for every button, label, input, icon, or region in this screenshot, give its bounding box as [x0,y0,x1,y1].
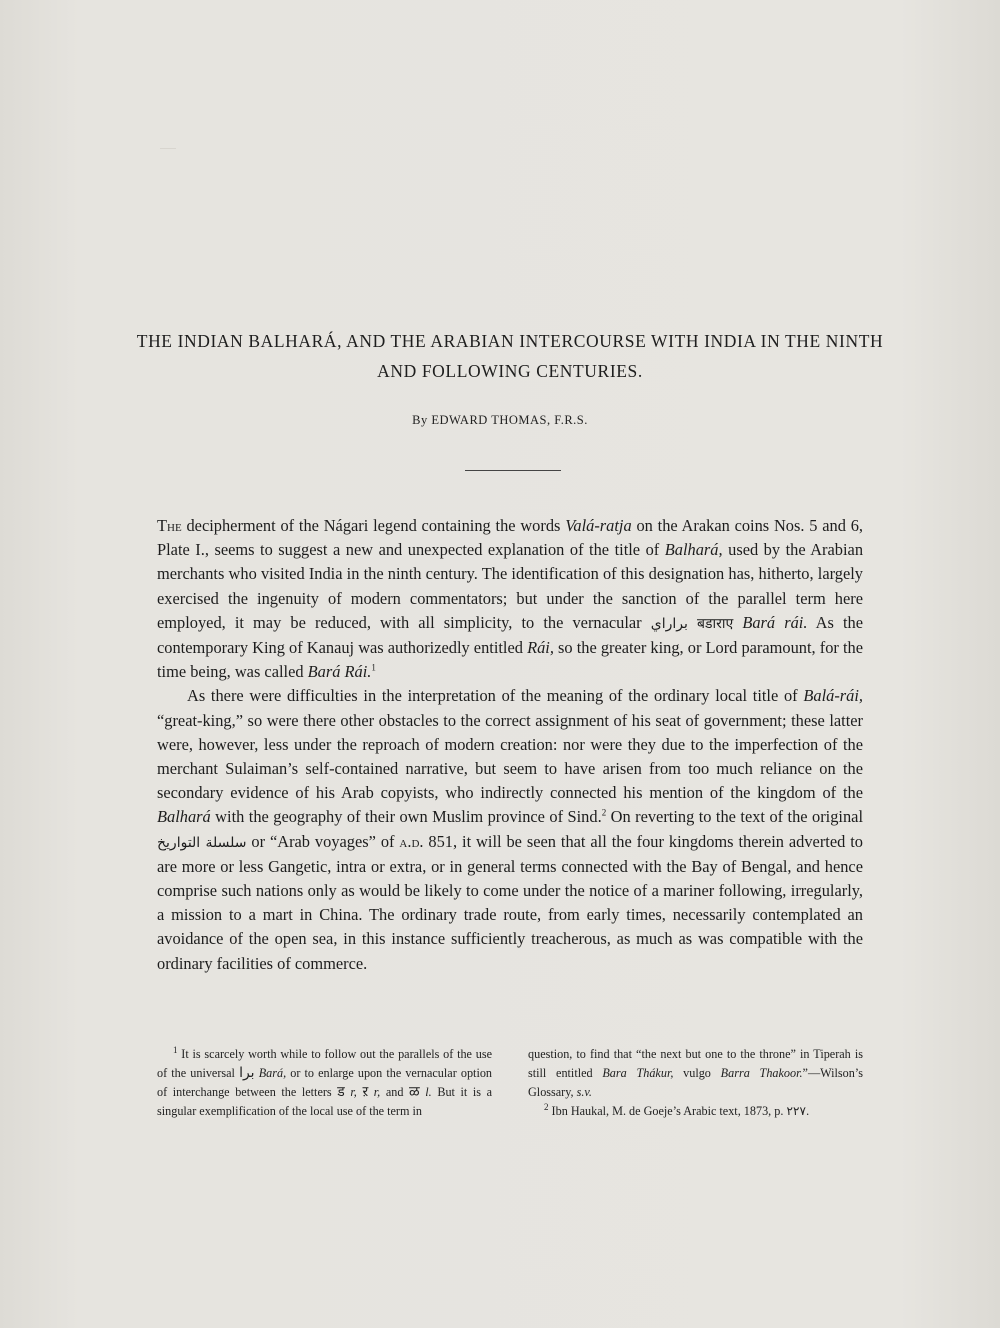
italic-term: r, [350,1085,357,1099]
text-run: with the geography of their own Muslim province of Sind. [210,807,602,827]
text-run: vulgo [673,1066,721,1080]
text-run: or “Arab voyages” of [246,831,400,851]
article-body [157,514,863,976]
text-run: It is scarcely worth while to follow out the parallels of the use of the universal [157,1047,492,1080]
text-run: As the contemporary King of Kanauj was authorizedly entitled [157,612,863,658]
italic-term: Rái, [527,638,554,658]
italic-term: Balhará [157,807,211,827]
text-run: question, to find that “the next but one to the throne” in Tiperah is still entitled [528,1047,863,1080]
footnote-1-continued [528,1045,863,1102]
arabic-script: برا [239,1065,255,1081]
footnote-ref[interactable]: 2 [601,807,607,818]
footnote-column-right [528,1045,863,1121]
text-run: As there were difficulties in the interpretation of the meaning of the ordinary local title of [187,686,804,706]
italic-term: Balhará, [664,540,723,560]
italic-term: Bara Thákur, [602,1066,674,1080]
italic-term: Balá-rái, [803,686,863,706]
text-run: on the Arakan coins Nos. 5 and 6, Plate I., seems to suggest a new and unexpected explanation of the title of [157,516,863,560]
text-run: Ibn Haukal, M. de Goeje’s Arabic text, 1873, p. ٢٢٧. [548,1104,810,1118]
devanagari-letter: ऱ [362,1084,369,1100]
text-run: so the greater king, or Lord paramount, for the time being, was called [157,638,863,682]
title-divider [465,470,561,471]
text-run: But it is a singular exemplification of the local use of the term in [157,1085,493,1118]
small-caps-text: a.d. [399,831,424,851]
article-title: THE INDIAN BALHARÁ, AND THE ARABIAN INTERCOURSE WITH INDIA IN THE NINTH AND FOLLOWING CENTURIES. [136,331,884,381]
footnote-column-left [157,1045,492,1121]
paragraph-lead: The [157,516,182,535]
faint-bleed-mark [160,148,176,159]
paragraph-2 [157,684,863,975]
text-run: and [380,1085,410,1099]
text-run: “great-king,” so were there other obstacles to the correct assignment of his seat of government; these latter were, however, less under the reproach of modern creation: nor were they due to the imperfection of the merchant Sulaiman’s self-contained narrative, but seem to have arisen from too much reliance on the secondary evidence of his Arab copyists, who indirectly connected his mention of the kingdom of the [157,710,863,803]
footnote-number: 1 [173,1044,178,1055]
italic-term: Barra Thakoor. [720,1066,803,1080]
paragraph-1 [157,514,863,684]
footnote-number: 2 [544,1101,549,1112]
devanagari-letter: ड [337,1084,345,1100]
italic-term: Valá-ratja [565,516,632,535]
italic-term: l. [425,1085,432,1099]
italic-term: s.v. [576,1085,592,1099]
italic-term: r, [373,1085,381,1099]
author-byline: By EDWARD THOMAS, F.R.S. [412,413,588,427]
arabic-script: براراي [650,615,688,632]
text-run: or to enlarge upon the vernacular option of interchange between the letters [157,1066,493,1099]
italic-term: Bará rái. [742,612,808,632]
footnote-2 [528,1102,863,1121]
devanagari-letter: ळ [409,1084,420,1100]
text-run: decipherment of the Nágari legend containing the words [181,516,566,535]
devanagari-script: बडाराए [696,615,734,632]
footnote-ref[interactable]: 1 [371,662,376,673]
arabic-script: سلسلة التواريخ [157,834,247,851]
footnotes [157,1045,863,1121]
text-run: On reverting to the text of the original [606,807,864,827]
text-run: ”—Wilson’s Glossary, [528,1066,863,1099]
italic-term: Bará Rái. [307,662,372,682]
text-run: used by the Arabian merchants who visited India in the ninth century. The identification of this designation has, hitherto, largely exercised the ingenuity of modern commentators; but under the sanction of the parallel term here employed, it may be reduced, with all simplicity, to the vernacular [157,540,864,632]
text-run: 851, it will be seen that all the four kingdoms therein adverted to are more or less Gangetic, intra or extra, or in general terms connected with the Bay of Bengal, and hence comprise such nations only as would be likely to come under the notice of a mariner following, irregularly, a mission to a mart in China. The ordinary trade route, from early times, necessarily contemplated an avoidance of the open sea, in this instance sufficiently treacherous, as much as was compatible with the ordinary facilities of commerce. [157,831,863,973]
footnote-1 [157,1045,492,1121]
italic-term: Bará, [258,1066,287,1080]
